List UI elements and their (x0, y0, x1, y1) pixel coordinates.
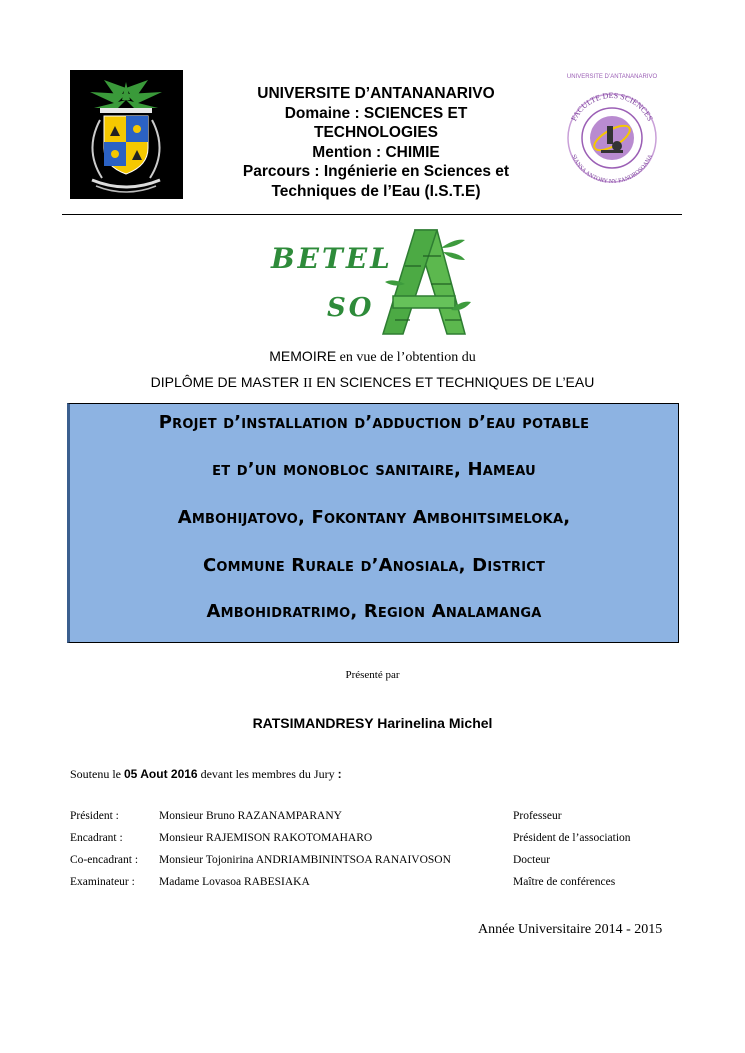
header-university: UNIVERSITE D’ANTANANARIVO (257, 85, 495, 102)
defense-prefix: Soutenu le (70, 767, 124, 781)
diploma-line (0, 374, 745, 392)
defense-date: 05 Aout 2016 (124, 767, 198, 781)
faculty-logo-ring-bottom: SIANSA ANTORY NY FANDROSOANA (569, 153, 655, 186)
diploma-part2: EN SCIENCES ET TECHNIQUES DE L’EAU (312, 374, 595, 390)
title-line-5: Ambohidratrimo, Region Analamanga (206, 601, 542, 622)
header-divider (62, 214, 682, 215)
title-line-2: et d’un monobloc sanitaire, Hameau (212, 459, 536, 480)
betel-word: BETEL (271, 242, 393, 275)
diploma-part1: DIPLÔME DE MASTER (150, 374, 304, 390)
header-domain: Domaine : SCIENCES ET (284, 104, 468, 122)
memoire-rest: en vue de l’obtention du (336, 350, 476, 365)
diploma-roman: II (303, 376, 313, 391)
faculty-logo-top-text: UNIVERSITE D’ANTANANARIVO (566, 74, 658, 80)
author-name: RATSIMANDRESY Harinelina Michel (252, 715, 493, 731)
jury-name: Monsieur Bruno RAZANAMPARANY (159, 810, 342, 822)
jury-role: Encadrant : (70, 832, 123, 844)
defense-middle: devant les membres du Jury (197, 767, 338, 781)
title-line-3: Ambohijatovo, Fokontany Ambohitsimeloka, (177, 507, 571, 528)
soa-word: SO (327, 293, 375, 323)
title-line-4: Commune Rurale d’Anosiala, District (202, 555, 546, 576)
jury-role: Examinateur : (70, 876, 135, 888)
faculty-logo-ring-top: FACULTE DES SCIENCES (569, 90, 655, 123)
faculty-of-science-logo (555, 70, 670, 195)
jury-row (70, 810, 710, 828)
header-parcours: Parcours : Ingénierie en Sciences et (242, 163, 510, 180)
memoire-caps: MEMOIRE (269, 348, 337, 364)
memoire-line (0, 348, 745, 366)
jury-title: Docteur (513, 854, 551, 866)
jury-title: Président de l’association (513, 832, 631, 844)
header-mention: Mention : CHIMIE (312, 143, 440, 161)
betel-soa-logo (265, 226, 475, 342)
title-line-1: Projet d’installation d’adduction d’eau potable (158, 412, 590, 433)
jury-role: Président : (70, 810, 119, 822)
academic-year: Année Universitaire 2014 - 2015 (478, 922, 663, 937)
thesis-title-box (67, 403, 679, 643)
presented-by: Présenté par (345, 669, 400, 681)
header-parcours-cont: Techniques de l’Eau (I.S.T.E) (271, 182, 481, 200)
header-domain-cont: TECHNOLOGIES (313, 124, 438, 141)
jury-name: Monsieur RAJEMISON RAKOTOMAHARO (159, 832, 373, 844)
jury-row (70, 876, 710, 894)
jury-row (70, 832, 710, 850)
defense-date-line (70, 767, 342, 782)
jury-title: Maître de conférences (513, 876, 616, 888)
jury-row (70, 854, 710, 872)
university-crest-logo (70, 70, 183, 199)
jury-name: Madame Lovasoa RABESIAKA (159, 876, 310, 888)
jury-title: Professeur (513, 810, 562, 822)
university-header (215, 84, 537, 201)
jury-role: Co-encadrant : (70, 854, 139, 866)
jury-name: Monsieur Tojonirina ANDRIAMBININTSOA RANAIVOSON (159, 854, 451, 866)
defense-colon: : (337, 767, 342, 781)
